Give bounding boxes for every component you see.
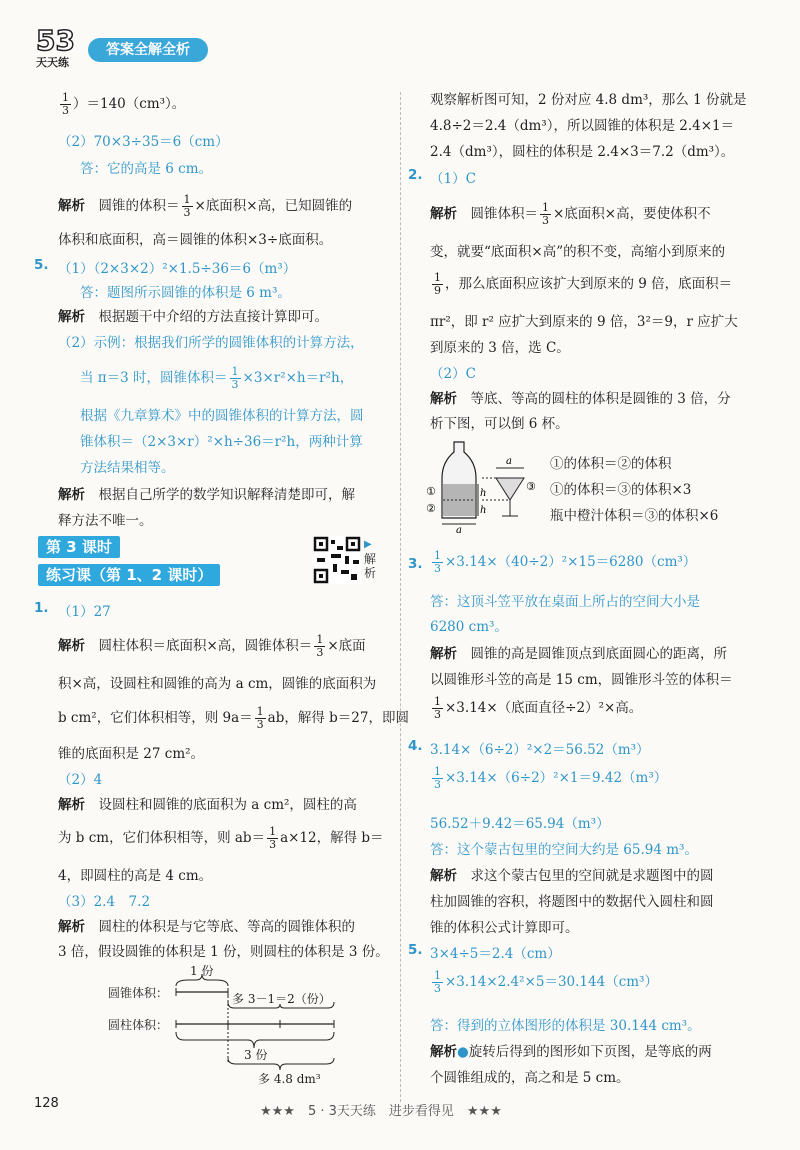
section-subtitle: 练习课（第 1、2 课时） [38, 564, 220, 586]
answer-line: （1）27 [58, 604, 111, 620]
text-line: 个圆锥组成的，高之和是 5 cm。 [430, 1070, 630, 1086]
answer-line: 锥体积＝（2×3×r）²×h÷36＝r²h，两种计算 [80, 434, 363, 450]
answer-line: （1）C [430, 171, 476, 187]
text-line: 为 b cm，它们体积相等，则 ab＝ $\frac{1}{3}$ a×12，解得 b＝ [58, 825, 384, 851]
svg-text:h: h [480, 505, 487, 516]
analysis-line: 解析 求这个蒙古包里的空间就是求题图中的圆 [430, 868, 714, 884]
text-line: $\frac{1}{3}$ ）＝140（cm³）。 [62, 91, 186, 117]
text-line: 以圆锥形斗笠的高是 15 cm，圆锥形斗笠的体积＝ [430, 672, 733, 688]
svg-text:h: h [480, 488, 487, 499]
text-line: 变，就要“底面积×高”的积不变，高缩小到原来的 [430, 244, 726, 260]
answer-line: $\frac{1}{3}$ ×3.14×2.4²×5＝30.144（cm³） [434, 969, 658, 995]
answer-line: 根据《九章算术》中的圆锥体积的计算方法，圆 [80, 408, 364, 424]
text-line: b cm²，它们体积相等，则 9a＝ $\frac{1}{3}$ ab，解得 b＝27，即圆 [58, 705, 409, 731]
ratio-diagram [108, 962, 388, 1090]
footer-slogan: ★★★ 5 · 3天天练 进步看得见 ★★★ [260, 1104, 502, 1119]
page-number: 128 [34, 1096, 59, 1111]
analysis-line: 解析 等底、等高的圆柱的体积是圆锥的 3 倍，分 [430, 391, 731, 407]
text-line: 观察解析图可知，2 份对应 4.8 dm³，那么 1 份就是 [430, 92, 747, 108]
figure-caption: 瓶中橙汁体积＝③的体积×6 [550, 508, 719, 524]
section-title: 第 3 课时 [38, 536, 120, 558]
answer-line: （2）4 [58, 772, 103, 788]
answer-line: $\frac{1}{3}$ ×3.14×（6÷2）²×1＝9.42（m³） [434, 765, 668, 791]
answer-line: 答：题图所示圆锥的体积是 6 m³。 [80, 285, 291, 301]
qr-code-icon[interactable] [313, 536, 361, 584]
analysis-line: 解析●旋转后得到的图形如下页图，是等底的两 [430, 1044, 712, 1060]
answer-line: 答：它的高是 6 cm。 [80, 161, 213, 177]
answer-line: 3.14×（6÷2）²×2＝56.52（m³） [430, 742, 650, 758]
answer-line: 当 π＝3 时，圆锥体积＝ $\frac{1}{3}$ ×3×r²×h＝r²h， [80, 365, 354, 391]
analysis-line: 解析 圆柱的体积是与它等底、等高的圆锥体积的 [58, 919, 355, 935]
analysis-line: 解析 根据题干中介绍的方法直接计算即可。 [58, 309, 328, 325]
question-number: 1. [34, 600, 49, 616]
figure-caption: ①的体积＝②的体积 [550, 456, 672, 472]
svg-text:a: a [456, 525, 462, 534]
answer-line: （2）示例：根据我们所学的圆锥体积的计算方法， [58, 335, 364, 351]
answer-line: （3）2.4 7.2 [58, 894, 151, 910]
answer-line: 56.52＋9.42＝65.94（m³） [430, 816, 610, 832]
svg-text:①: ① [426, 485, 436, 498]
text-line: 积×高，设圆柱和圆锥的高为 a cm，圆锥的底面积为 [58, 676, 377, 692]
answer-line: 答：这个蒙古包里的空间大约是 65.94 m³。 [430, 842, 698, 858]
figure-caption: ①的体积＝③的体积×3 [550, 482, 692, 498]
answer-line: 答：这顶斗笠平放在桌面上所占的空间大小是 [430, 594, 700, 610]
question-number: 2. [408, 167, 423, 183]
text-line: $\frac{1}{3}$ ×3.14×（底面直径÷2）²×高。 [434, 695, 643, 721]
diagram-label: 1 份 [190, 964, 214, 978]
analysis-line: 解析 圆柱体积＝底面积×高，圆锥体积＝ $\frac{1}{3}$ ×底面 [58, 633, 366, 659]
header-title: 答案全解全析 [88, 38, 208, 62]
bottle-glass-figure [424, 438, 544, 534]
qr-label[interactable]: ▶ 解析 [364, 539, 377, 580]
analysis-line: 解析 圆锥的体积＝ $\frac{1}{3}$ ×底面积×高，已知圆锥的 [58, 193, 353, 219]
analysis-line: 解析 根据自己所学的数学知识解释清楚即可，解 [58, 487, 355, 503]
analysis-line: 解析 圆锥体积＝ $\frac{1}{3}$ ×底面积×高，要使体积不 [430, 201, 711, 227]
text-line: 4，即圆柱的高是 4 cm。 [58, 868, 213, 884]
text-line: 柱加圆锥的容积，将题图中的数据代入圆柱和圆 [430, 894, 714, 910]
answer-line: 3×4÷5＝2.4（cm） [430, 946, 561, 962]
diagram-label: 多 3－1＝2（份） [232, 992, 331, 1006]
question-number: 5. [408, 942, 423, 958]
text-line: 体积和底面积，高＝圆锥的体积×3÷底面积。 [58, 232, 333, 248]
answer-line: 答：得到的立体图形的体积是 30.144 cm³。 [430, 1018, 701, 1034]
text-line: 到原来的 3 倍，选 C。 [430, 340, 570, 356]
text-line: 释方法不唯一。 [58, 513, 153, 529]
fraction: $\frac{1}{3}$ [62, 91, 69, 117]
analysis-line: 解析 设圆柱和圆锥的底面积为 a cm²，圆柱的高 [58, 797, 357, 813]
text-line: πr²，即 r² 应扩大到原来的 9 倍，3²＝9，r 应扩大 [430, 314, 738, 330]
question-number: 3. [408, 556, 423, 572]
brand-logo [34, 20, 82, 70]
column-divider [400, 92, 401, 1102]
text-line: 3 倍，假设圆锥的体积是 1 份，则圆柱的体积是 3 份。 [58, 944, 389, 960]
text-line: 4.8÷2＝2.4（dm³），所以圆锥的体积是 2.4×1＝ [430, 118, 735, 134]
answer-line: 方法结果相等。 [80, 460, 175, 476]
question-number: 4. [408, 738, 423, 754]
text-line: 锥的体积公式计算即可。 [430, 920, 579, 936]
analysis-line: 解析 圆锥的高是圆锥顶点到底面圆心的距离，所 [430, 646, 727, 662]
text-line: 2.4（dm³），圆柱的体积是 2.4×3＝7.2（dm³）。 [430, 144, 735, 160]
diagram-label: 多 4.8 dm³ [258, 1072, 321, 1086]
answer-line: （1）（2×3×2）²×1.5÷36＝6（m³） [58, 261, 297, 277]
text-line: 析下图，可以倒 6 杯。 [430, 416, 569, 432]
question-number: 5. [34, 257, 49, 273]
answer-line: 6280 cm³。 [430, 619, 508, 635]
diagram-label: 圆柱体积： [108, 1018, 169, 1032]
svg-text:a: a [506, 456, 512, 467]
svg-text:天天练: 天天练 [36, 56, 69, 69]
text-line: $\frac{1}{9}$ ，那么底面积应该扩大到原来的 9 倍，底面积＝ [434, 271, 733, 297]
answer-line: $\frac{1}{3}$ ×3.14×（40÷2）²×15＝6280（cm³） [434, 549, 697, 575]
text-line: 锥的底面积是 27 cm²。 [58, 746, 205, 762]
answer-line: （2）70×3÷35＝6（cm） [58, 134, 229, 150]
bulb-icon: ● [457, 1044, 469, 1060]
diagram-label: 圆锥体积： [108, 986, 169, 1000]
svg-text:②: ② [426, 502, 436, 515]
svg-text:③: ③ [526, 480, 536, 493]
diagram-label: 3 份 [244, 1048, 268, 1062]
svg-text:53: 53 [36, 24, 75, 57]
answer-line: （2）C [430, 366, 476, 382]
